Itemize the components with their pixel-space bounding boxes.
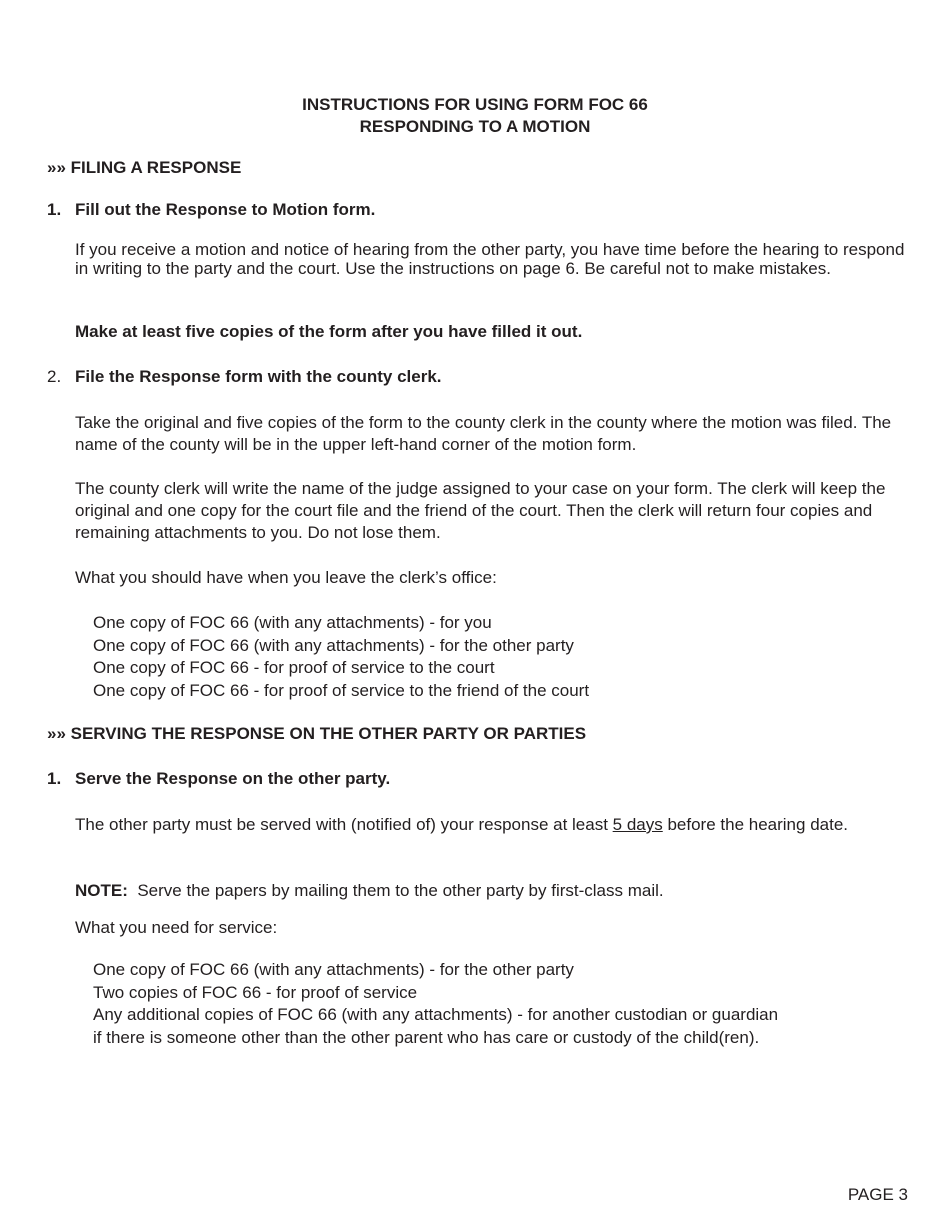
- deadline-days: 5 days: [612, 815, 663, 834]
- step-number: 2.: [47, 367, 62, 386]
- list-item: One copy of FOC 66 - for proof of service to the friend of the court: [93, 680, 590, 700]
- step-number: 1.: [47, 769, 62, 788]
- note-label: NOTE:: [75, 881, 128, 900]
- paragraph-take-original: Take the original and five copies of the form to the county clerk in the county where the motion was filed. The name of the county will be in the upper left-hand corner of the motion form.: [75, 413, 892, 454]
- list-item: Any additional copies of FOC 66 (with any attachments) - for another custodian or guardian: [93, 1005, 779, 1024]
- paragraph-county-clerk: The county clerk will write the name of the judge assigned to your case on your form. The clerk will keep the original and one copy for the court file and the friend of the court. Then the clerk will return four copies and remaining attachments to you. Do not lose them.: [75, 479, 886, 542]
- step-number: 1.: [47, 200, 62, 219]
- paragraph-served-deadline: [75, 814, 920, 836]
- list-item: One copy of FOC 66 (with any attachments) - for the other party: [93, 635, 574, 655]
- note-text: Serve the papers by mailing them to the other party by first-class mail.: [137, 881, 664, 900]
- document-title-line-2: RESPONDING TO A MOTION: [359, 117, 591, 136]
- list-item: One copy of FOC 66 (with any attachments) - for the other party: [93, 960, 574, 979]
- deadline-text-after: before the hearing date.: [662, 815, 848, 834]
- copies-list-clerk: [93, 612, 923, 702]
- step-title-file-response: File the Response form with the county clerk.: [75, 367, 442, 386]
- deadline-text-before: The other party must be served with (notified of) your response at least: [75, 815, 613, 834]
- step-title-serve-response: Serve the Response on the other party.: [75, 769, 391, 788]
- list-item: if there is someone other than the other parent who has care or custody of the child(ren).: [93, 1027, 760, 1047]
- section-heading-filing: »» FILING A RESPONSE: [47, 158, 242, 177]
- list-item: One copy of FOC 66 (with any attachments) - for you: [93, 613, 492, 632]
- page-number: PAGE 3: [847, 1185, 908, 1204]
- note-line: [75, 881, 664, 901]
- copies-list-service: [93, 959, 923, 1049]
- section-heading-serving: »» SERVING THE RESPONSE ON THE OTHER PARTY OR PARTIES: [47, 724, 587, 743]
- copies-note: Make at least five copies of the form after you have filled it out.: [75, 322, 583, 341]
- list-intro-clerk-office: What you should have when you leave the clerk’s office:: [75, 568, 497, 587]
- document-title-line-1: INSTRUCTIONS FOR USING FORM FOC 66: [302, 95, 648, 114]
- list-item: Two copies of FOC 66 - for proof of service: [93, 982, 418, 1002]
- list-intro-service: What you need for service:: [75, 918, 278, 937]
- list-item: One copy of FOC 66 - for proof of service to the court: [93, 658, 495, 677]
- paragraph-fill-out-instructions: If you receive a motion and notice of hearing from the other party, you have time before the hearing to respond in writing to the party and the court. Use the instructions on page 6. Be careful not to make mistakes.: [75, 240, 905, 278]
- step-title-fill-out: Fill out the Response to Motion form.: [75, 200, 376, 219]
